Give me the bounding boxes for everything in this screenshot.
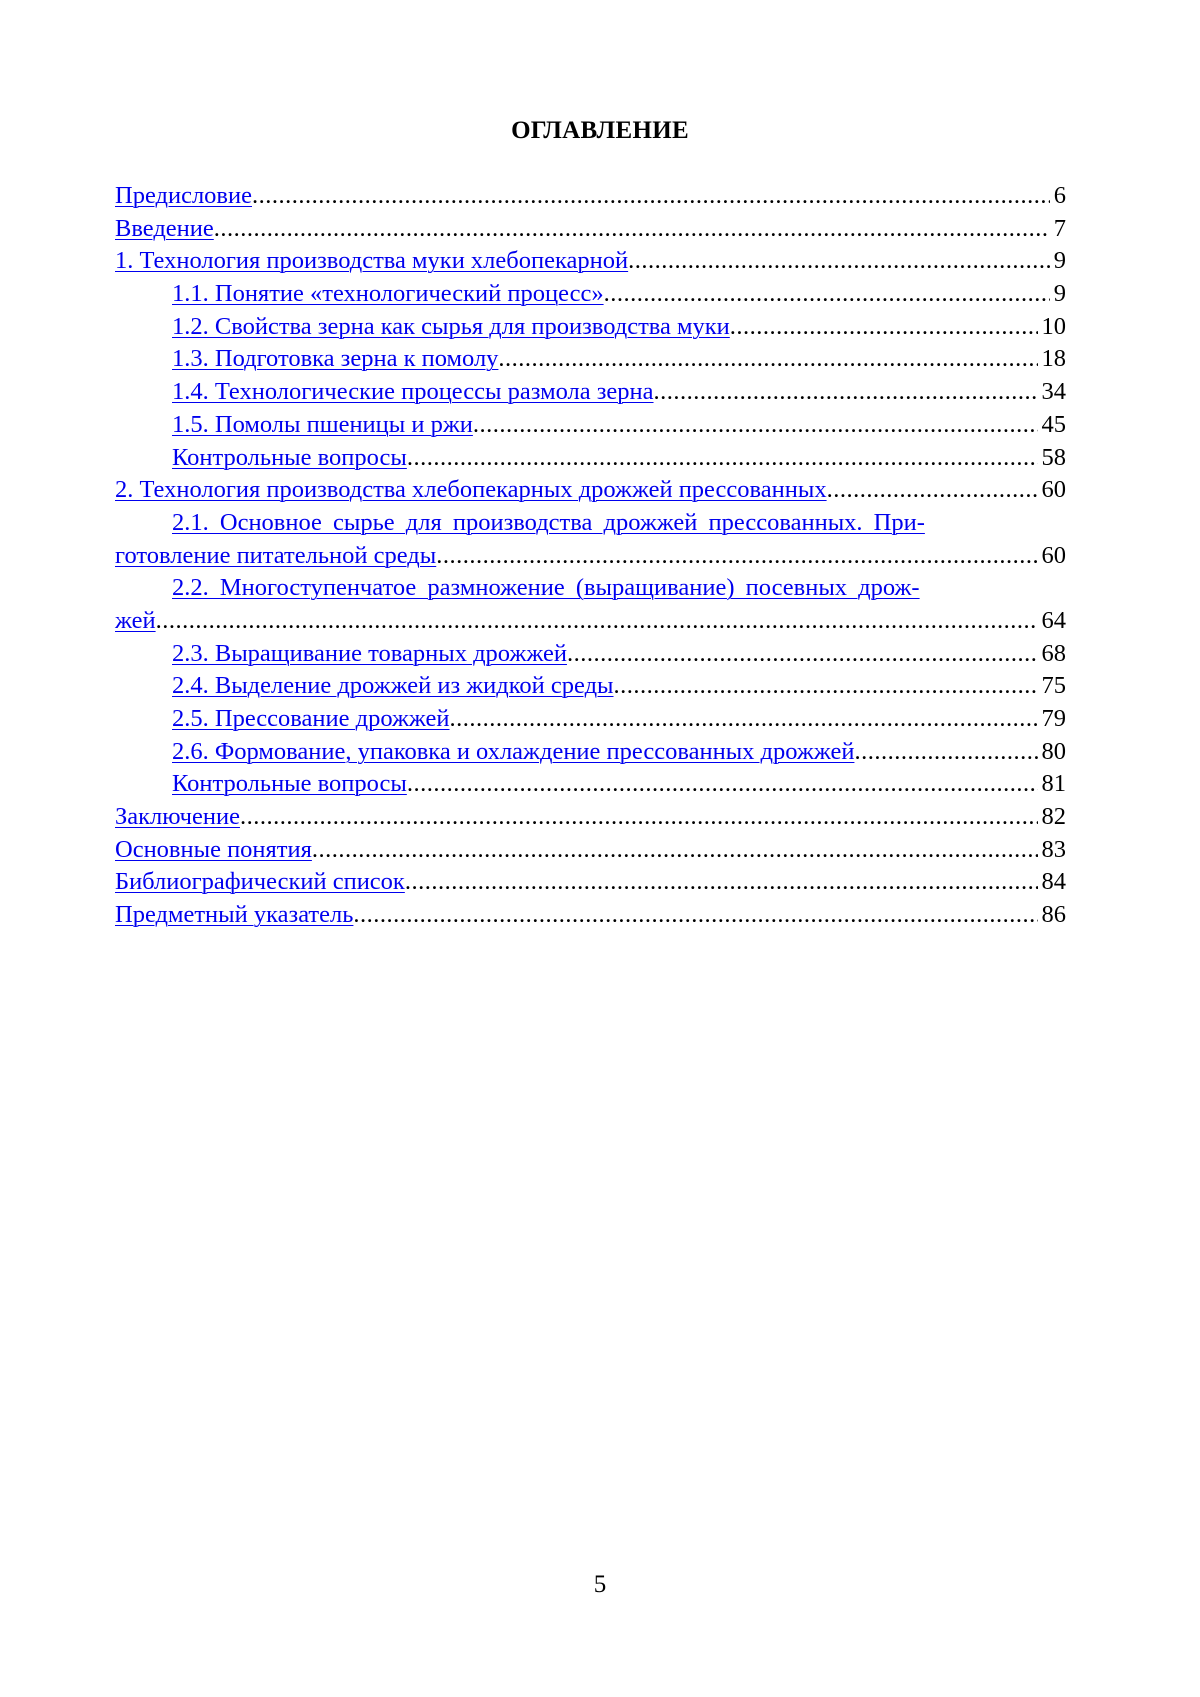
toc-entry-section-1-1: [115, 278, 1066, 311]
toc-page-number: 45: [1041, 410, 1066, 438]
toc-entry-bibliography: [115, 866, 1066, 899]
toc-entry-section-2-3: [115, 638, 1066, 671]
toc-entry-section-2-2-line-2: [115, 605, 1066, 638]
toc-link[interactable]: готовление питательной среды: [115, 541, 437, 569]
toc-page-number: 81: [1041, 770, 1066, 798]
toc-link[interactable]: Контрольные вопросы: [172, 443, 407, 471]
toc-page-number: 34: [1041, 378, 1066, 406]
dot-leader: [450, 703, 1038, 736]
dot-leader: [567, 638, 1038, 671]
toc-entry-section-2-1-line-2: [115, 540, 1066, 573]
toc-entry-section-2-6: [115, 736, 1066, 769]
dot-leader: [436, 540, 1037, 573]
dot-leader: [353, 899, 1037, 932]
toc-link[interactable]: 1. Технология производства муки хлебопекарной: [115, 247, 629, 275]
dot-leader: [405, 866, 1038, 899]
dot-leader: [604, 278, 1050, 311]
dot-leader: [730, 311, 1038, 344]
toc-entry-section-2-5: [115, 703, 1066, 736]
page-number: 5: [593, 1571, 607, 1598]
toc-entry-introduction: [115, 213, 1066, 246]
toc-page-number: 75: [1041, 672, 1066, 700]
toc-page-number: 83: [1041, 835, 1066, 863]
dot-leader: [827, 474, 1038, 507]
toc-entry-section-2-4: [115, 670, 1066, 703]
toc-page-number: 10: [1041, 312, 1066, 340]
toc-link[interactable]: 1.3. Подготовка зерна к помолу: [172, 345, 499, 373]
toc-entry-chapter-2: [115, 474, 1066, 507]
dot-leader: [407, 442, 1038, 475]
toc-entry-questions-1: [115, 442, 1066, 475]
toc-page-number: 82: [1041, 803, 1066, 831]
toc-link[interactable]: 2.1. Основное сырье для производства дрожжей прессованных. При-: [172, 508, 925, 536]
dot-leader: [240, 801, 1038, 834]
dot-leader: [614, 670, 1038, 703]
toc-page-number: 9: [1053, 247, 1066, 275]
toc-page-number: 7: [1053, 214, 1066, 242]
toc-link[interactable]: 2.3. Выращивание товарных дрожжей: [172, 639, 567, 667]
dot-leader: [156, 605, 1038, 638]
dot-leader: [252, 180, 1050, 213]
toc-page-number: 84: [1041, 868, 1066, 896]
toc-page-number: 58: [1041, 443, 1066, 471]
dot-leader: [407, 768, 1038, 801]
toc-page-number: 80: [1041, 737, 1066, 765]
toc-link[interactable]: жей: [115, 606, 156, 634]
toc-link[interactable]: Контрольные вопросы: [172, 770, 407, 798]
dot-leader: [214, 213, 1050, 246]
toc-link[interactable]: 1.2. Свойства зерна как сырья для производства муки: [172, 312, 730, 340]
toc-link[interactable]: 1.4. Технологические процессы размола зерна: [172, 378, 654, 406]
dot-leader: [654, 376, 1038, 409]
dot-leader: [854, 736, 1037, 769]
dot-leader: [312, 834, 1038, 867]
toc-entry-chapter-1: [115, 245, 1066, 278]
toc-link[interactable]: Предисловие: [115, 182, 252, 209]
toc-page-number: 64: [1041, 606, 1066, 634]
toc-entry-section-1-4: [115, 376, 1066, 409]
toc-page-number: 60: [1041, 541, 1066, 569]
toc-page-number: 18: [1041, 345, 1066, 373]
dot-leader: [498, 343, 1037, 376]
toc-page-number: 9: [1053, 280, 1066, 308]
toc-title: ОГЛАВЛЕНИЕ: [511, 117, 689, 144]
toc-entry-section-2-1-line-1: [115, 507, 1066, 540]
toc-link[interactable]: 2.6. Формование, упаковка и охлаждение прессованных дрожжей: [172, 737, 855, 765]
table-of-contents: [115, 180, 1066, 932]
toc-entry-subject-index: [115, 899, 1066, 932]
dot-leader: [473, 409, 1038, 442]
toc-link[interactable]: Заключение: [115, 803, 240, 831]
toc-entry-section-2-2-line-1: [115, 572, 1066, 605]
dot-leader: [628, 245, 1050, 278]
toc-link[interactable]: Введение: [115, 214, 214, 242]
toc-link[interactable]: Библиографический список: [115, 868, 405, 896]
toc-link[interactable]: 1.5. Помолы пшеницы и ржи: [172, 410, 473, 438]
toc-entry-conclusion: [115, 801, 1066, 834]
toc-entry-section-1-2: [115, 311, 1066, 344]
toc-entry-glossary: [115, 834, 1066, 867]
toc-link[interactable]: 2.2. Многоступенчатое размножение (выращивание) посевных дрож-: [172, 574, 920, 602]
toc-entry-preface: [115, 180, 1066, 213]
toc-link[interactable]: 2.4. Выделение дрожжей из жидкой среды: [172, 672, 614, 700]
toc-page-number: 79: [1041, 705, 1066, 732]
toc-entry-questions-2: [115, 768, 1066, 801]
toc-page-number: 60: [1041, 476, 1066, 504]
toc-entry-section-1-3: [115, 343, 1066, 376]
toc-link[interactable]: 1.1. Понятие «технологический процесс»: [172, 280, 604, 308]
toc-page-number: 86: [1041, 901, 1066, 929]
toc-link[interactable]: 2.5. Прессование дрожжей: [172, 705, 450, 732]
toc-entry-section-1-5: [115, 409, 1066, 442]
toc-page-number: 68: [1041, 639, 1066, 667]
toc-link[interactable]: Основные понятия: [115, 835, 312, 863]
toc-link[interactable]: 2. Технология производства хлебопекарных дрожжей прессованных: [115, 476, 827, 504]
toc-link[interactable]: Предметный указатель: [115, 901, 354, 929]
toc-page-number: 6: [1053, 182, 1066, 209]
